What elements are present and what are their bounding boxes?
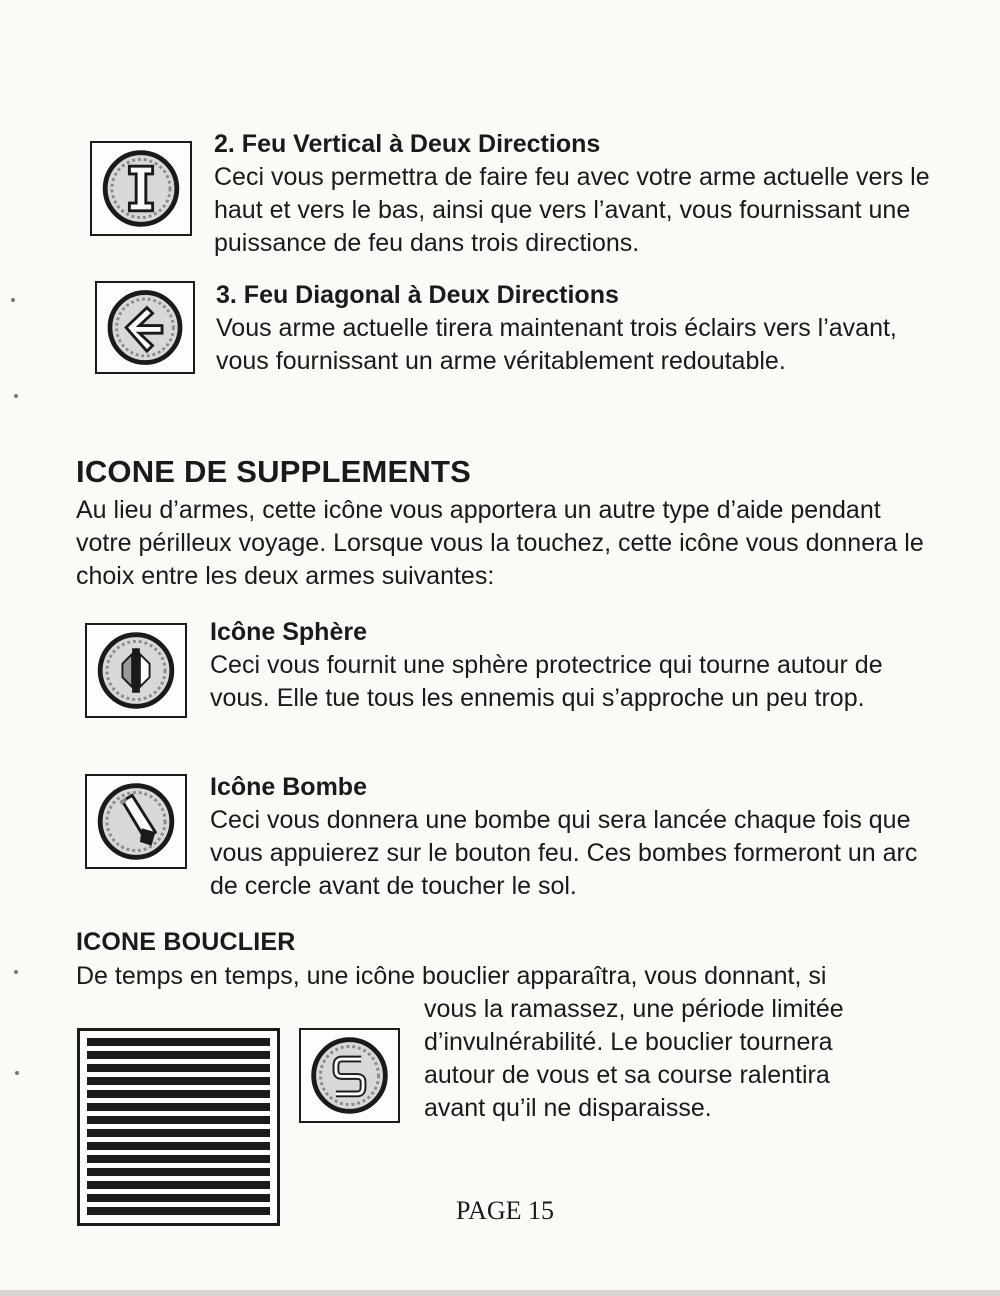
shield-description-line1: De temps en temps, une icône bouclier apparaîtra, vous donnant, si (76, 962, 827, 990)
binder-hole-mark (11, 298, 15, 302)
sphere-icon (85, 623, 187, 718)
binder-hole-mark (15, 1071, 19, 1075)
bomb-icon (85, 774, 187, 869)
shield-heading: ICONE BOUCLIER (76, 928, 296, 956)
bomb-description: Ceci vous donnera une bombe qui sera lancée chaque fois que vous appuierez sur le bouton feu. Ces bombes formeront un arc de cercle avant de toucher le sol. (210, 806, 918, 900)
binder-hole-mark (14, 394, 18, 398)
sphere-title: Icône Sphère (210, 618, 367, 646)
shield-description-rest: vous la ramassez, une période limitée d’invulnérabilité. Le bouclier tournera autour de vous et sa course ralentira avant qu’il ne disparaisse. (424, 995, 844, 1122)
page-edge (0, 1290, 1000, 1296)
supplements-heading: ICONE DE SUPPLEMENTS (76, 454, 471, 489)
striped-panel-graphic (77, 1028, 280, 1226)
vertical-fire-title: 2. Feu Vertical à Deux Directions (214, 130, 601, 158)
supplements-intro: Au lieu d’armes, cette icône vous apportera un autre type d’aide pendant votre périlleux voyage. Lorsque vous la touchez, cette icône vous donnera le choix entre les deux armes suivantes: (76, 496, 924, 590)
shield-icon (299, 1028, 400, 1123)
diagonal-fire-title: 3. Feu Diagonal à Deux Directions (216, 281, 619, 309)
binder-hole-mark (14, 970, 18, 974)
bomb-title: Icône Bombe (210, 773, 367, 801)
vertical-fire-description: Ceci vous permettra de faire feu avec votre arme actuelle vers le haut et vers le bas, ainsi que vers l’avant, vous fournissant une puissance de feu dans trois directions. (214, 163, 930, 257)
page-number: PAGE 15 (456, 1196, 555, 1225)
sphere-description: Ceci vous fournit une sphère protectrice qui tourne autour de vous. Elle tue tous les ennemis qui s’approche un peu trop. (210, 651, 883, 712)
diagonal-fire-icon (95, 281, 195, 374)
diagonal-fire-description: Vous arme actuelle tirera maintenant trois éclairs vers l’avant, vous fournissant un arme véritablement redoutable. (216, 314, 897, 375)
vertical-fire-icon (90, 141, 192, 236)
